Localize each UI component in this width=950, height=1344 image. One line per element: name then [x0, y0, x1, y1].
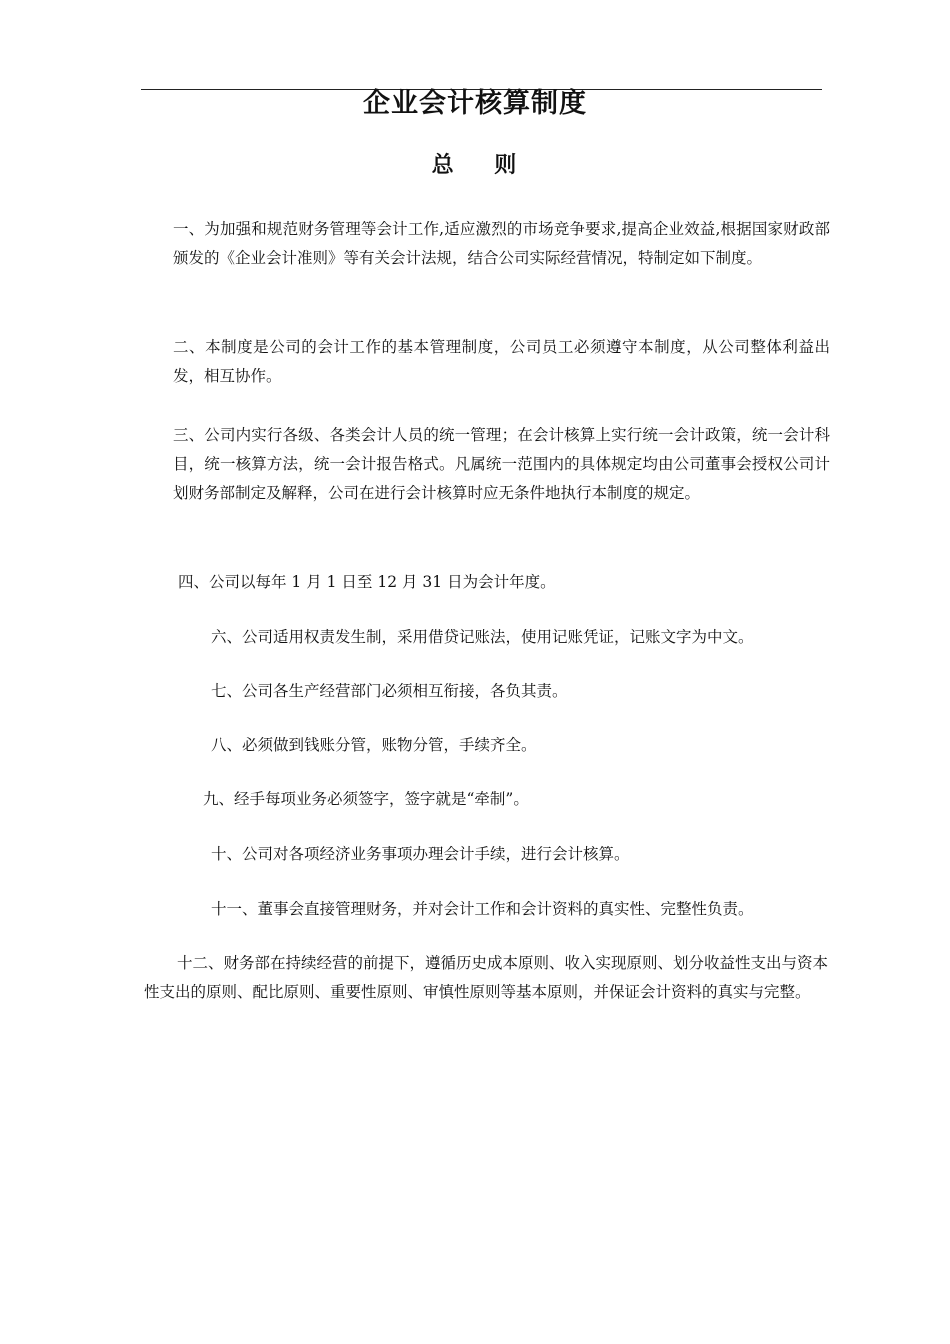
paragraph-7: 七、公司各生产经营部门必须相互衔接，各负其责。 [211, 682, 568, 700]
paragraph-11: 十一、董事会直接管理财务，并对会计工作和会计资料的真实性、完整性负责。 [211, 900, 754, 918]
paragraph-9: 九、经手每项业务必须签字，签字就是“牵制”。 [203, 790, 529, 808]
paragraph-1: 一、为加强和规范财务管理等会计工作,适应激烈的市场竞争要求,提高企业效益,根据国家财政部颁发的《企业会计准则》等有关会计法规，结合公司实际经营情况，特制定如下制度。 [173, 220, 830, 267]
section-title: 总 则 [431, 152, 519, 178]
paragraph-8: 八、必须做到钱账分管，账物分管，手续齐全。 [211, 736, 537, 754]
paragraph-12: 十二、财务部在持续经营的前提下，遵循历史成本原则、收入实现原则、划分收益性支出与资本性支出的原则、配比原则、重要性原则、审慎性原则等基本原则，并保证会计资料的真实与完整。 [144, 954, 829, 1001]
document-title: 企业会计核算制度 [363, 88, 587, 119]
paragraph-10: 十、公司对各项经济业务事项办理会计手续，进行会计核算。 [211, 845, 630, 863]
paragraph-3: 三、公司内实行各级、各类会计人员的统一管理；在会计核算上实行统一会计政策，统一会计科目，统一核算方法，统一会计报告格式。凡属统一范围内的具体规定均由公司董事会授权公司计划财务部制定及解释，公司在进行会计核算时应无条件地执行本制度的规定。 [173, 426, 830, 502]
paragraph-6: 六、公司适用权责发生制，采用借贷记账法，使用记账凭证，记账文字为中文。 [211, 628, 754, 646]
paragraph-2: 二、本制度是公司的会计工作的基本管理制度，公司员工必须遵守本制度，从公司整体利益出发，相互协作。 [173, 338, 830, 385]
paragraph-4: 四、公司以每年 1 月 1 日至 12 月 31 日为会计年度。 [178, 573, 556, 591]
